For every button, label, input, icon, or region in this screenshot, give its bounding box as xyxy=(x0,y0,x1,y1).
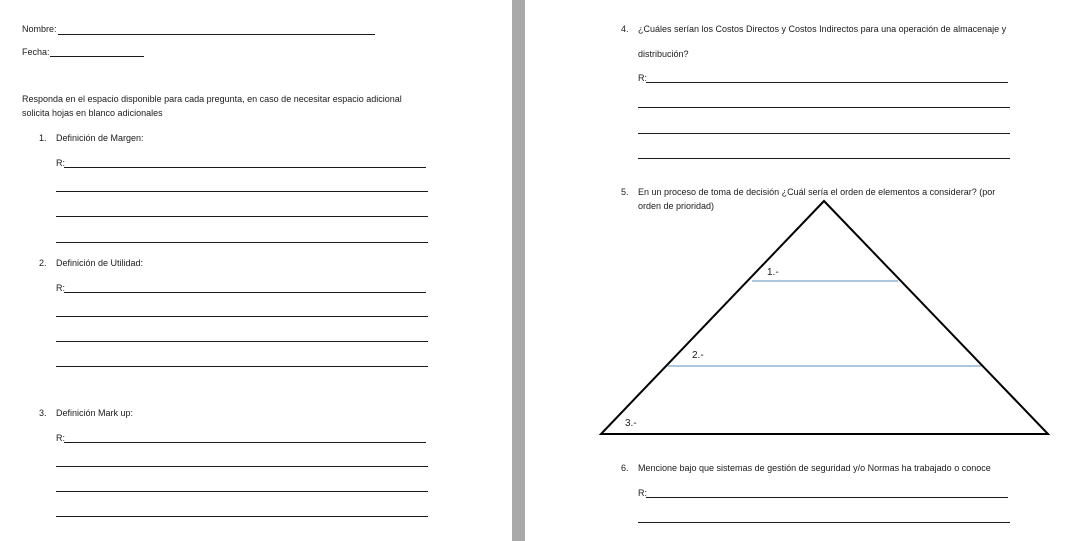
question-3-answer-label: R: xyxy=(56,433,65,443)
question-6-text: Mencione bajo que sistemas de gestión de seguridad y/o Normas ha trabajado o conoce xyxy=(638,463,991,473)
question-3-answer-line[interactable] xyxy=(64,442,426,443)
question-6-number: 6. xyxy=(621,463,629,473)
question-4-number: 4. xyxy=(621,24,629,34)
instructions-line-1: Responda en el espacio disponible para cada pregunta, en caso de necesitar espacio adicional xyxy=(22,94,402,104)
question-4-text-line-1: ¿Cuáles serían los Costos Directos y Costos Indirectos para una operación de almacenaje y xyxy=(638,24,1007,34)
question-6-answer-label: R: xyxy=(638,488,647,498)
question-1-number: 1. xyxy=(39,133,47,143)
question-5-number: 5. xyxy=(621,187,629,197)
document-page-left xyxy=(0,0,512,541)
question-3-answer-line[interactable] xyxy=(56,516,428,517)
question-6-answer-line[interactable] xyxy=(638,522,1010,523)
document-page-right xyxy=(525,0,1083,541)
question-1-answer-line[interactable] xyxy=(56,216,428,217)
question-3-number: 3. xyxy=(39,408,47,418)
question-3-text: Definición Mark up: xyxy=(56,408,134,418)
question-2-answer-label: R: xyxy=(56,283,65,293)
pyramid-outline xyxy=(601,201,1048,434)
pyramid-level-1-label: 1.- xyxy=(767,267,779,278)
question-2-answer-line[interactable] xyxy=(64,292,426,293)
question-5-text-line-2: orden de prioridad) xyxy=(638,201,715,211)
page-gap-divider xyxy=(512,0,525,541)
question-3-answer-line[interactable] xyxy=(56,466,428,467)
question-1-answer-line[interactable] xyxy=(56,191,428,192)
question-1-answer-line[interactable] xyxy=(56,242,428,243)
fecha-field-line[interactable] xyxy=(50,56,144,57)
instructions-line-2: solicita hojas en blanco adicionales xyxy=(22,108,163,118)
question-3-answer-line[interactable] xyxy=(56,491,428,492)
question-2-answer-line[interactable] xyxy=(56,341,428,342)
question-2-text: Definición de Utilidad: xyxy=(56,258,144,268)
question-1-answer-label: R: xyxy=(56,158,65,168)
pyramid-level-2-label: 2.- xyxy=(692,350,704,361)
question-2-number: 2. xyxy=(39,258,47,268)
question-4-text-line-2: distribución? xyxy=(638,49,689,59)
question-2-answer-line[interactable] xyxy=(56,366,428,367)
pyramid-level-3-label: 3.- xyxy=(625,418,637,429)
question-1-answer-line[interactable] xyxy=(64,167,426,168)
question-6-answer-line[interactable] xyxy=(646,497,1008,498)
question-1-text: Definición de Margen: xyxy=(56,133,144,143)
question-5-text-line-1: En un proceso de toma de decisión ¿Cuál sería el orden de elementos a considerar? (por xyxy=(638,187,996,197)
question-4-answer-label: R: xyxy=(638,73,647,83)
fecha-label: Fecha: xyxy=(22,47,50,57)
nombre-field-line[interactable] xyxy=(58,34,375,35)
nombre-label: Nombre: xyxy=(22,24,57,34)
priority-pyramid xyxy=(525,0,1083,541)
question-2-answer-line[interactable] xyxy=(56,316,428,317)
